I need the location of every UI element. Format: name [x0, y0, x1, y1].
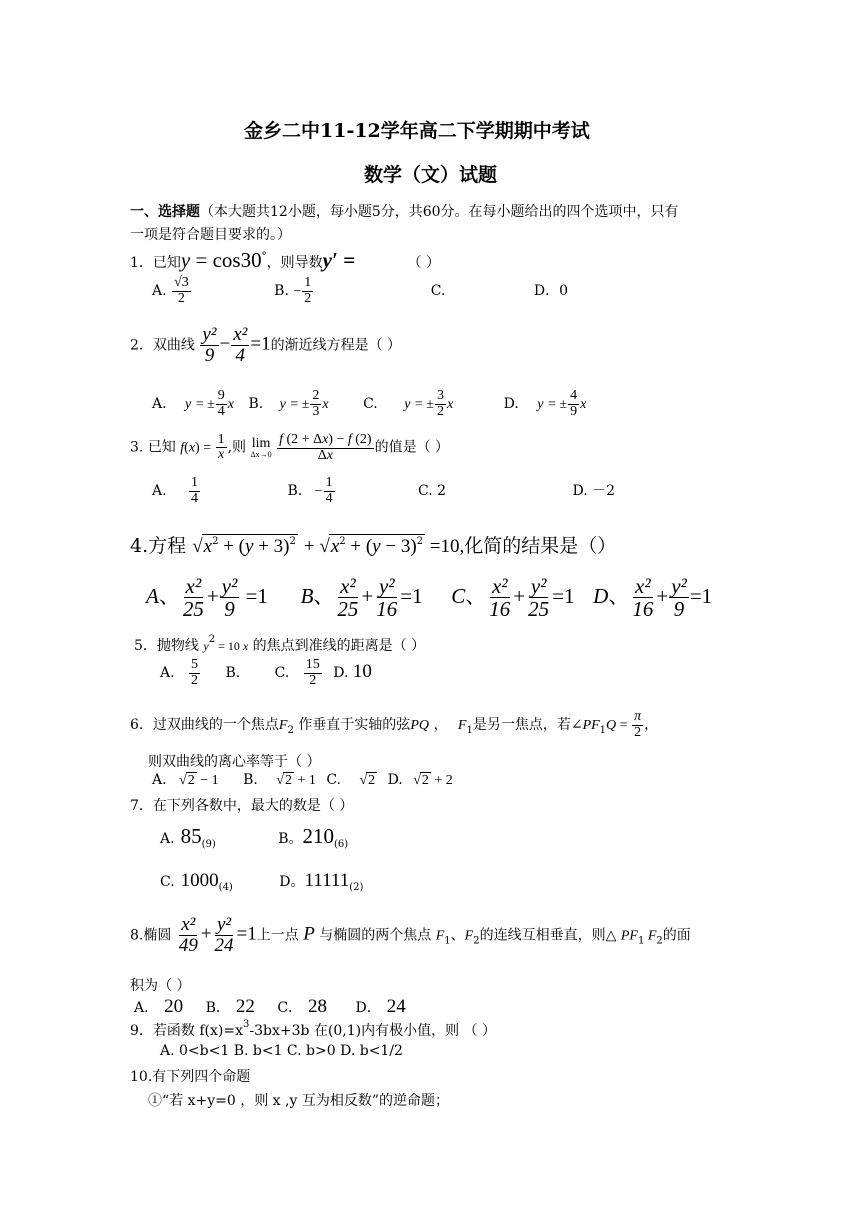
- option-d: D.: [333, 665, 349, 682]
- page-title: 金乡二中11-12学年高二下学期期中考试: [244, 120, 590, 142]
- option-c: C. 2: [418, 483, 447, 500]
- question-8: 8.椭圆 $\frac{\text{x²}}{49}$ + $\frac{\text{y²}}{24}$ =1上一点 P 与椭圆的两个焦点 $F_1$、$F_2$的连线互相垂直，则△ $PF_1$ $F_2$的面: [130, 914, 691, 956]
- question-6-line2: 则双曲线的离心率等于（ ）: [148, 754, 321, 770]
- question-3: 3. 已知 f(x) = $\frac{1}{x}$ ,则 lim Δx→0 $\frac{f (2 + \Delta x) - f (2)}{\Delta x}$ 的值是（ ）: [130, 431, 450, 463]
- option-a: A.: [152, 396, 167, 413]
- option-c: C．: [277, 1000, 303, 1016]
- question-7: 7．在下列各数中，最大的数是（ ）: [130, 798, 354, 814]
- question-9-options: A. 0<b<1 B. b<1 C. b>0 D. b<1/2: [160, 1043, 403, 1059]
- option-a: A.: [152, 772, 167, 788]
- option-b: B．: [205, 1000, 230, 1016]
- question-1-options: A. $\frac{√3}{2}$ B. − $\frac{1}{2}$ C. D．0: [152, 275, 568, 306]
- question-4: 4.方程 $√x^2 + (y + 3)^2 + √x^2 + (y - 3)^2 =10$,化简的结果是（）: [130, 535, 617, 557]
- section-heading: 一、选择题: [130, 204, 200, 220]
- question-1: 1．已知y = cos30°，则导数y′ = （ ）: [130, 248, 440, 272]
- option-b: B。: [278, 831, 303, 847]
- option-b: B.: [248, 396, 264, 413]
- option-c: C.: [274, 665, 290, 682]
- question-5: 5．抛物线 $y^2 = 10$ x 的焦点到准线的距离是（ ）: [134, 634, 426, 654]
- section-heading-line: [130, 201, 679, 221]
- option-c: C.: [430, 283, 446, 300]
- question-2: 2．双曲线 $\frac{\text{y²}}{9}$ − $\frac{\text{x²}}{4}$ =1的渐近线方程是（ ）: [130, 324, 402, 366]
- option-d: D.: [503, 396, 519, 413]
- question-8-options: A． 20 B． 22 C． 28 D． 24: [134, 996, 406, 1017]
- question-6-options: A. √2 − 1 B. √2 + 1 C. √2 D. √2 + 2: [152, 772, 453, 788]
- question-7-options-ab: A. $85_{(9)}$ B。$210_{(6)}$: [160, 824, 349, 850]
- option-d: D．0: [533, 283, 568, 300]
- option-a: A.: [152, 483, 167, 500]
- page-subtitle: 数学（文）试题: [364, 164, 498, 186]
- option-a: A．: [134, 1000, 159, 1016]
- question-3-options: A. $\frac{1}{4}$ B. − $\frac{1}{4}$ C. 2 D. －2: [152, 475, 616, 506]
- option-c: C.: [326, 772, 341, 788]
- option-d: D. －2: [572, 483, 616, 500]
- question-2-options: A. y = ± $\frac{9}{4}$ x B. y = ± $\frac{2}{3}$ x C. y = ± $\frac{3}{2}$ x D. y = ± $\frac{4}{9}$ x: [152, 388, 587, 419]
- question-9: 9．若函数 $f(x)=x^3-3bx+3b$ 在(0,1)内有极小值，则 （ ）: [130, 1019, 497, 1039]
- question-10: 10.有下列四个命题: [130, 1069, 251, 1085]
- option-d: D.: [387, 772, 403, 788]
- option-b: B.: [243, 772, 258, 788]
- section-description-line2: 一项是符合题目要求的。）: [130, 227, 291, 243]
- section-description: （本大题共12小题，每小题5分，共60分。在每小题给出的四个选项中，只有: [200, 204, 679, 220]
- option-b: B.: [274, 283, 289, 300]
- option-d: D。: [279, 874, 305, 890]
- question-4-options: A、 $\frac{\text{x²}}{25}$ + $\frac{\text{y²}}{9}$ =1 B、 $\frac{\text{x²}}{25}$ + $\frac{\text{y²}}{16}$ =1 C、 $\frac{\text{x²}}{16}$ + $\frac{\text{y²}}{25}$ =1 D、 $\frac{\text{x²}}{16}$ + $\frac{\text{y²}}{9}$ =1: [146, 574, 713, 622]
- question-5-options: A. $\frac{5}{2}$ B. C. $\frac{15}{2}$ D. 10: [160, 657, 372, 688]
- option-d: D．: [355, 1000, 381, 1016]
- option-c: C.: [363, 396, 378, 413]
- option-a: A.: [160, 665, 175, 682]
- question-10-item-1: ①“若 x+y=0 ，则 x ,y 互为相反数”的逆命题；: [148, 1093, 449, 1109]
- question-6: 6．过双曲线的一个焦点$F_2$ 作垂直于实轴的弦PQ ， $F_1$是另一焦点，若$\angle PF_1Q$ = $\frac{\pi}{2}$ ，: [130, 709, 659, 740]
- option-b: B.: [225, 665, 241, 682]
- question-7-options-cd: C. $1000_{(4)}$ D。$11111_{(2)}$: [160, 870, 364, 893]
- option-a: A.: [160, 831, 175, 847]
- option-c: C.: [160, 874, 175, 890]
- option-b: B.: [287, 483, 303, 500]
- option-a: A.: [152, 283, 167, 300]
- question-8-line2: 积为（ ）: [130, 978, 191, 994]
